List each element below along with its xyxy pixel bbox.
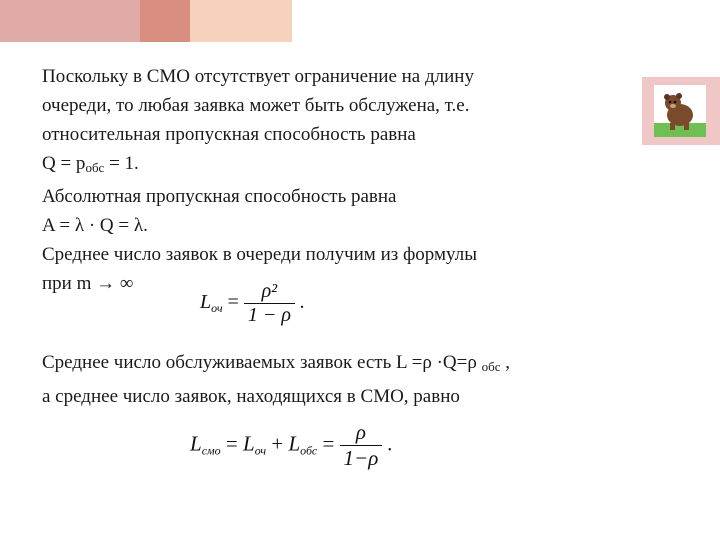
q-prefix: Q = p [42, 153, 86, 174]
formula2-l3-sub: обс [300, 443, 318, 458]
header-decor-block-2 [140, 0, 190, 42]
formula1-lhs-sub: оч [211, 301, 223, 316]
formula2-eq1: = [220, 431, 244, 456]
formula-system-length [190, 420, 450, 490]
text-line: очереди, то любая заявка может быть обслужена, т.е. [42, 95, 470, 116]
bear-icon [654, 85, 706, 137]
text-line: относительная пропускная способность равна [42, 124, 416, 145]
formula2-fraction [340, 420, 383, 471]
l-subscript: обс [481, 359, 501, 374]
q-subscript: обс [85, 160, 105, 175]
paragraph-2 [42, 348, 682, 412]
formula1-end: . [294, 291, 305, 314]
text-line-q [42, 149, 622, 182]
formula-queue-length [200, 280, 360, 350]
l-prefix: Среднее число обслуживаемых заявок есть L =ρ ·Q=ρ [42, 352, 482, 373]
bear-picture-frame [642, 77, 720, 145]
formula2-l2: L [243, 431, 255, 456]
text-line: Среднее число заявок в очереди получим из формулы [42, 244, 477, 265]
formula1-fraction [244, 280, 295, 327]
formula1-numerator: ρ² [244, 280, 295, 304]
text-line-l [42, 348, 682, 382]
formula1-lhs: L [200, 291, 212, 314]
formula2-end: . [382, 431, 393, 456]
text-line: A = λ · Q = λ. [42, 215, 148, 236]
header-decor-block-1 [0, 0, 140, 42]
text-line: Поскольку в СМО отсутствует ограничение на длину [42, 66, 474, 87]
bear-picture [654, 85, 706, 137]
text-line: а среднее число заявок, находящихся в СМО, равно [42, 386, 460, 407]
formula2-l1: L [190, 431, 202, 456]
formula1-eq: = [222, 291, 244, 314]
formula2-l1-sub: смо [201, 443, 221, 458]
formula2-l3: L [288, 431, 301, 456]
text-line: при m → ∞ [42, 273, 134, 294]
formula2-numerator: ρ [340, 420, 383, 446]
q-suffix: = 1. [104, 153, 139, 174]
formula2-denominator: 1−ρ [343, 446, 379, 470]
formula2-plus: + [266, 431, 289, 456]
header-decor-block-3 [190, 0, 292, 42]
formula1-denominator: 1 − ρ [247, 304, 291, 326]
text-line: Абсолютная пропускная способность равна [42, 186, 397, 207]
formula2-eq2: = [317, 431, 340, 456]
paragraph-1 [42, 62, 622, 298]
l-suffix: , [500, 352, 510, 373]
formula2-l2-sub: оч [254, 443, 267, 458]
